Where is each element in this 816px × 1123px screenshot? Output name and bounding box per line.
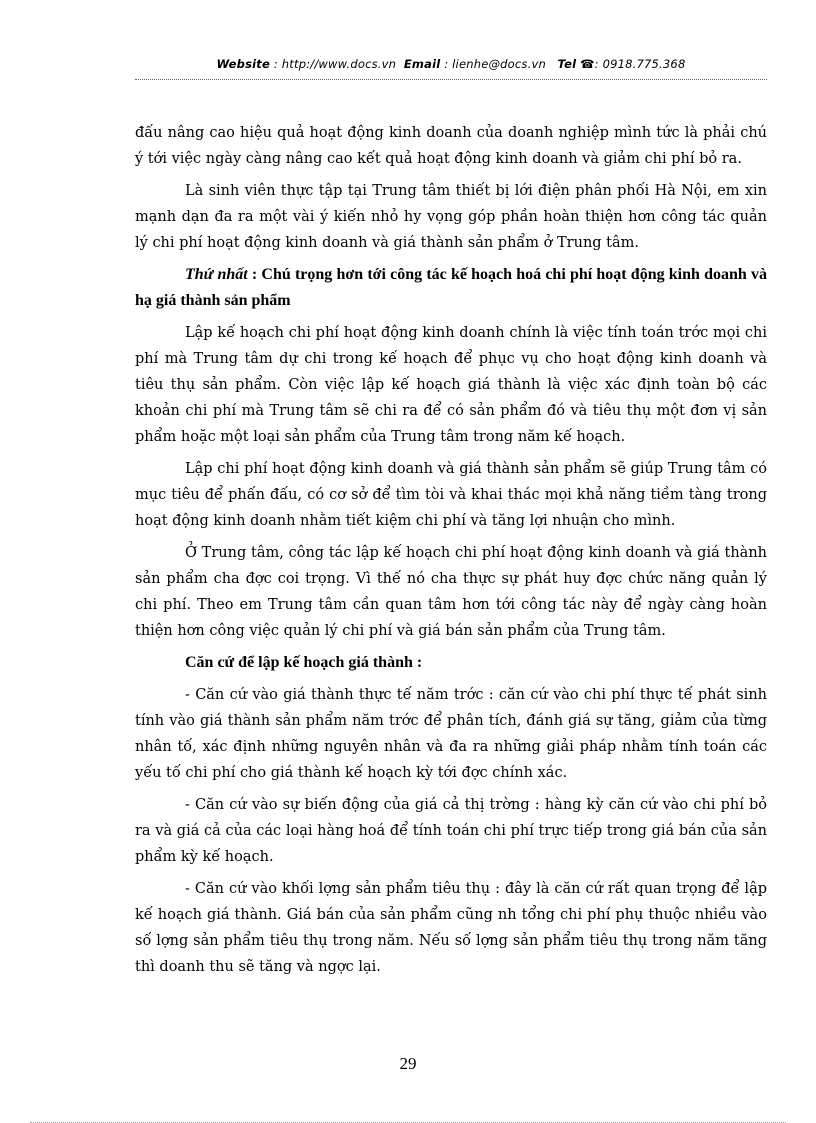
email-value: : lienhe@docs.vn (444, 57, 546, 71)
header-divider (135, 79, 767, 80)
paragraph: - Căn cứ vào khối lợng sản phẩm tiêu thụ : đây là căn cứ rất quan trọng để lập kế hoạch giá thành. Giá bán của sản phẩm cũng nh tổng chi phí phụ thuộc nhiều vào số lợng sản phẩm tiêu thụ trong năm. Nếu số lợng sản phẩm tiêu thụ trong năm tăng thì doanh thu sẽ tăng và ngợc lại. (135, 881, 767, 975)
paragraph: - Căn cứ vào giá thành thực tế năm trớc : căn cứ vào chi phí thực tế phát sinh tính vào giá thành sản phẩm năm trớc để phân tích, đánh giá sự tăng, giảm của từng nhân tố, xác định những nguyên nhân và đa ra những giải pháp nhằm tính toán các yếu tố chi phí cho giá thành kế hoạch kỳ tới đợc chính xác. (135, 687, 767, 781)
website-label: Website (216, 57, 270, 71)
tel-label: Tel (557, 57, 577, 71)
tel-value: : 0918.775.368 (594, 57, 686, 71)
page-header (135, 57, 767, 71)
paragraph: - Căn cứ vào sự biến động của giá cả thị trờng : hàng kỳ căn cứ vào chi phí bỏ ra và giá cả của các loại hàng hoá để tính toán chi phí trực tiếp trong giá bán của sản phẩm kỳ kế hoạch. (135, 797, 767, 865)
document-body (135, 120, 767, 986)
section-heading (135, 262, 767, 314)
section-heading-lead: Thứ nhất (185, 266, 248, 283)
email-label: Email (403, 57, 441, 71)
website-value: : http://www.docs.vn (273, 57, 397, 71)
subsection-heading: Căn cứ để lập kế hoạch giá thành : (185, 654, 423, 671)
paragraph: Lập chi phí hoạt động kinh doanh và giá thành sản phẩm sẽ giúp Trung tâm có mục tiêu để phấn đấu, có cơ sở để tìm tòi và khai thác mọi khả năng tiềm tàng trong hoạt động kinh doanh nhằm tiết kiệm chi phí và tăng lợi nhuận cho mình. (135, 461, 767, 529)
paragraph: Lập kế hoạch chi phí hoạt động kinh doanh chính là việc tính toán trớc mọi chi phí mà Trung tâm dự chi trong kế hoạch để phục vụ cho hoạt động kinh doanh và tiêu thụ sản phẩm. Còn việc lập kế hoạch giá thành là việc xác định toàn bộ các khoản chi phí mà Trung tâm sẽ chi ra để có sản phẩm đó và tiêu thụ một đơn vị sản phẩm hoặc một loại sản phẩm của Trung tâm trong năm kế hoạch. (135, 325, 767, 445)
paragraph: Ở Trung tâm, công tác lập kế hoạch chi phí hoạt động kinh doanh và giá thành sản phẩm cha đợc coi trọng. Vì thế nó cha thực sự phát huy đợc chức năng quản lý chi phí. Theo em Trung tâm cần quan tâm hơn tới công tác này để ngày càng hoàn thiện hơn công việc quản lý chi phí và giá bán sản phẩm của Trung tâm. (135, 545, 767, 639)
paragraph: đấu nâng cao hiệu quả hoạt động kinh doanh của doanh nghiệp mình tức là phải chú ý tới việc ngày càng nâng cao kết quả hoạt động kinh doanh và giảm chi phí bỏ ra. (135, 125, 767, 167)
section-heading-text: : Chú trọng hơn tới công tác kế hoạch hoá chi phí hoạt động kinh doanh và hạ giá thành sản phẩm (135, 266, 768, 309)
paragraph: Là sinh viên thực tập tại Trung tâm thiết bị lới điện phân phối Hà Nội, em xin mạnh dạn đa ra một vài ý kiến nhỏ hy vọng góp phần hoàn thiện hơn công tác quản lý chi phí hoạt động kinh doanh và giá thành sản phẩm ở Trung tâm. (135, 183, 767, 251)
page-number: 29 (399, 1054, 417, 1073)
phone-icon: ☎ (580, 57, 595, 71)
